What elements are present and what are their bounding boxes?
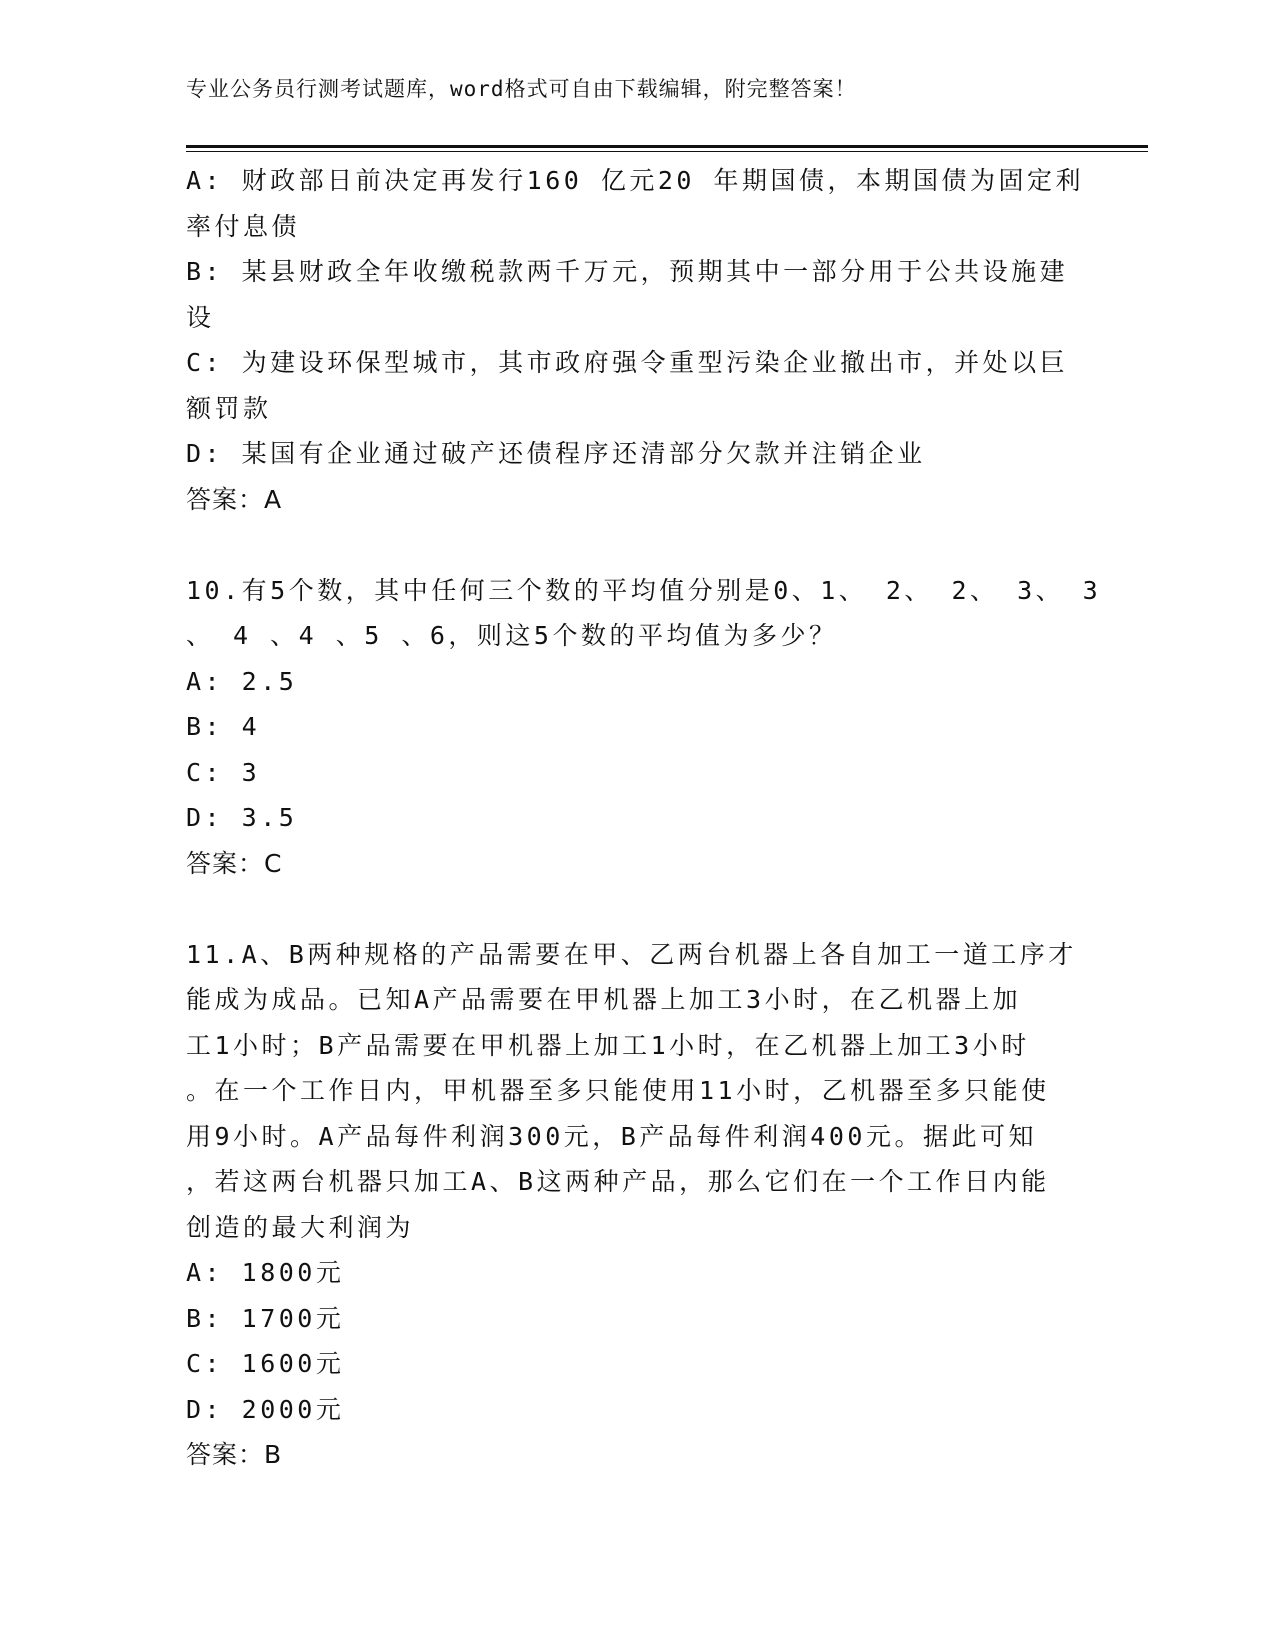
option-a: A: 1800元 [186, 1258, 345, 1287]
question-line: 10.有5个数，其中任何三个数的平均值分别是0、1、 2、 2、 3、 3 [186, 575, 1102, 605]
option-b-line-1: B: 某县财政全年收缴税款两千万元，预期其中一部分用于公共设施建 [186, 257, 1069, 286]
question-block-11 [186, 932, 1086, 1478]
option-c-line-2: 额罚款 [186, 393, 272, 423]
page-header-text: 专业公务员行测考试题库，word格式可自由下载编辑，附完整答案！ [186, 77, 857, 101]
header-rule-thick [186, 145, 1148, 148]
question-line: 用9小时。A产品每件利润300元，B产品每件利润400元。据此可知 [186, 1121, 1037, 1151]
option-c: C: 1600元 [186, 1349, 345, 1378]
question-block-9 [186, 158, 1086, 522]
question-line: ，若这两台机器只加工A、B这两种产品，那么它们在一个工作日内能 [186, 1167, 1050, 1196]
option-d: D: 3.5 [186, 803, 298, 832]
option-c-line-1: C: 为建设环保型城市，其市政府强令重型污染企业撤出市，并处以巨 [186, 348, 1069, 377]
question-line: 能成为成品。已知A产品需要在甲机器上加工3小时，在乙机器上加 [186, 985, 1022, 1014]
question-line: 创造的最大利润为 [186, 1212, 415, 1242]
question-content [186, 158, 1102, 1478]
option-c: C: 3 [186, 757, 261, 787]
block-spacer [186, 522, 1086, 568]
question-line: 工1小时；B产品需要在甲机器上加工1小时，在乙机器上加工3小时 [186, 1030, 1030, 1060]
header-rule-thin [186, 151, 1148, 152]
option-b: B: 1700元 [186, 1303, 345, 1333]
answer-line: 答案：B [186, 1440, 283, 1469]
question-line: 11.A、B两种规格的产品需要在甲、乙两台机器上各自加工一道工序才 [186, 939, 1077, 969]
option-b: B: 4 [186, 712, 261, 741]
block-spacer [186, 886, 1086, 932]
option-a: A: 2.5 [186, 666, 298, 696]
option-d-line-1: D: 某国有企业通过破产还债程序还清部分欠款并注销企业 [186, 439, 926, 468]
answer-line: 答案：A [186, 484, 283, 514]
question-line: 、 4 、4 、5 、6，则这5个数的平均值为多少？ [186, 621, 838, 650]
option-a-line-1: A: 财政部日前决定再发行160 亿元20 年期国债，本期国债为固定利 [186, 166, 1085, 195]
option-d: D: 2000元 [186, 1394, 345, 1424]
option-a-line-2: 率付息债 [186, 211, 301, 241]
option-b-line-2: 设 [186, 302, 215, 332]
question-line: 。在一个工作日内，甲机器至多只能使用11小时，乙机器至多只能使 [186, 1076, 1050, 1105]
question-block-10 [186, 568, 1102, 887]
answer-line: 答案：C [186, 848, 283, 878]
